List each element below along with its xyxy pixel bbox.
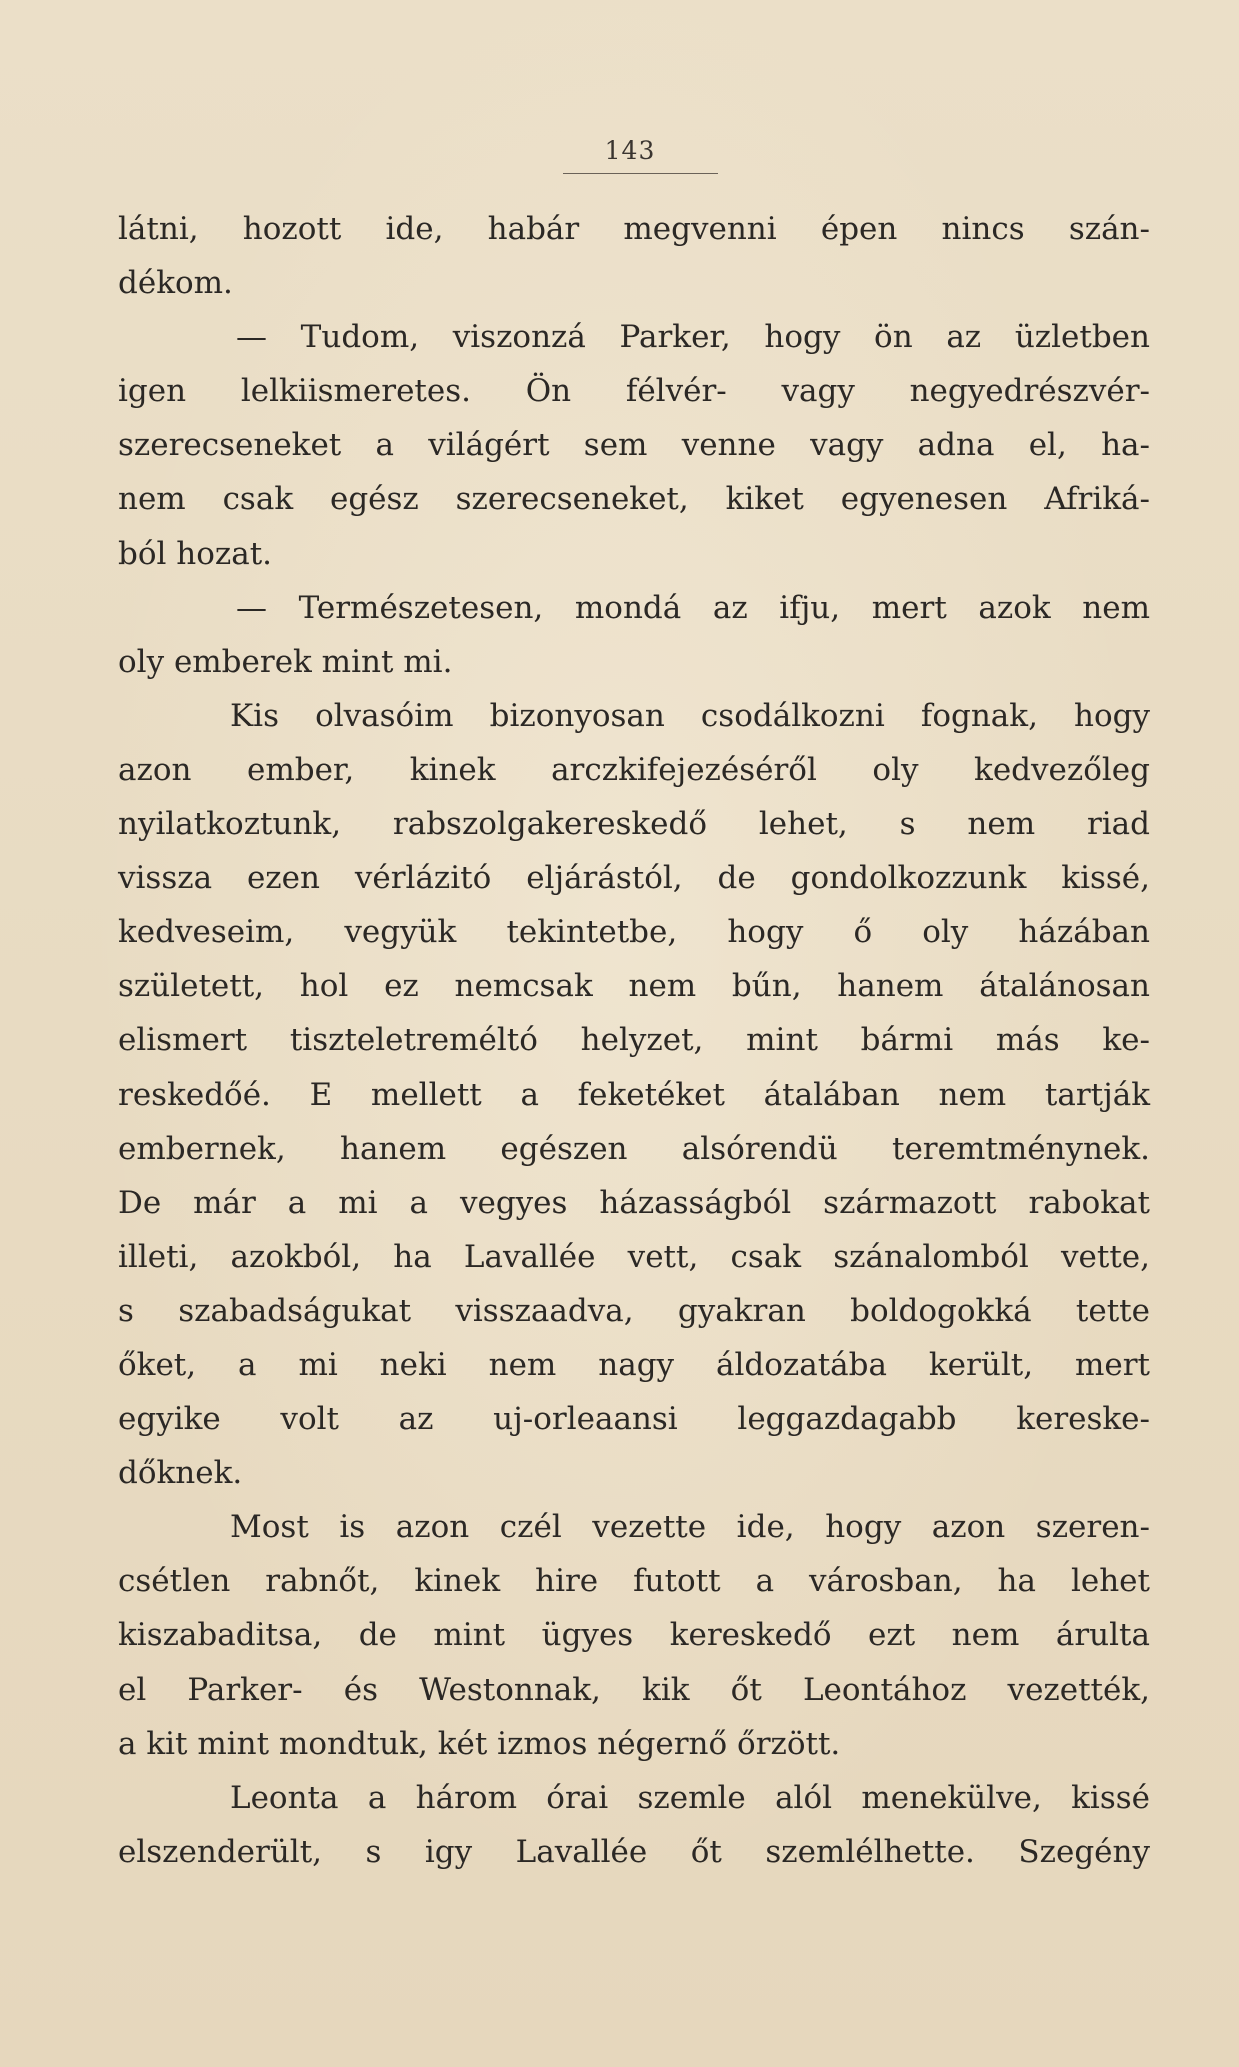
text-line: — Tudom, viszonzá Parker, hogy ön az üzletben <box>236 319 1150 356</box>
text-line: reskedőé. E mellett a feketéket átalában nem tartják <box>118 1076 1150 1113</box>
text-line: elszenderült, s igy Lavallée őt szemlélhette. Szegény <box>118 1833 1150 1870</box>
text-line: csétlen rabnőt, kinek hire futott a városban, ha lehet <box>118 1563 1150 1600</box>
text-line: Leonta a három órai szemle alól menekülve, kissé <box>230 1779 1150 1816</box>
text-line: oly emberek mint mi. <box>118 643 453 680</box>
text-line: a kit mint mondtuk, két izmos négernő őrzött. <box>118 1725 841 1762</box>
text-line: ból hozat. <box>118 535 273 572</box>
text-line: azon ember, kinek arczkifejezéséről oly kedvezőleg <box>118 751 1150 788</box>
text-line: — Természetesen, mondá az ifju, mert azok nem <box>236 589 1150 626</box>
page-number: 143 <box>604 136 656 165</box>
text-line: Most is azon czél vezette ide, hogy azon szeren- <box>230 1509 1150 1546</box>
text-line: igen lelkiismeretes. Ön félvér- vagy negyedrészvér- <box>118 373 1150 410</box>
text-line: látni, hozott ide, habár megvenni épen nincs szán- <box>118 211 1150 247</box>
text-line: s szabadságukat visszaadva, gyakran boldogokká tette <box>118 1292 1150 1329</box>
text-line: dékom. <box>118 265 233 302</box>
text-line: kedveseim, vegyük tekintetbe, hogy ő oly házában <box>118 914 1150 951</box>
text-line: egyike volt az uj-orleaansi leggazdagabb kereske- <box>118 1401 1150 1438</box>
text-line: nyilatkoztunk, rabszolgakereskedő lehet, s nem riad <box>118 806 1150 843</box>
body-text <box>118 202 1150 1879</box>
text-line: Kis olvasóim bizonyosan csodálkozni fognak, hogy <box>230 697 1150 734</box>
text-line: született, hol ez nemcsak nem bűn, hanem átalánosan <box>118 968 1150 1005</box>
header-rule <box>563 173 718 174</box>
text-line: De már a mi a vegyes házasságból származott rabokat <box>118 1184 1150 1221</box>
text-line: embernek, hanem egészen alsórendü teremtménynek. <box>118 1130 1150 1167</box>
text-line: őket, a mi neki nem nagy áldozatába került, mert <box>118 1346 1150 1383</box>
text-line: vissza ezen vérlázitó eljárástól, de gondolkozzunk kissé, <box>118 860 1150 897</box>
text-line: dőknek. <box>118 1455 243 1492</box>
text-line: kiszabaditsa, de mint ügyes kereskedő ezt nem árulta <box>118 1617 1150 1654</box>
text-line: elismert tiszteletreméltó helyzet, mint bármi más ke- <box>118 1022 1150 1059</box>
text-line: szerecseneket a világért sem venne vagy adna el, ha- <box>118 427 1150 464</box>
text-line: illeti, azokból, ha Lavallée vett, csak szánalomból vette, <box>118 1238 1150 1275</box>
text-line: el Parker- és Westonnak, kik őt Leontához vezették, <box>118 1671 1150 1708</box>
text-line: nem csak egész szerecseneket, kiket egyenesen Afriká- <box>118 481 1150 518</box>
